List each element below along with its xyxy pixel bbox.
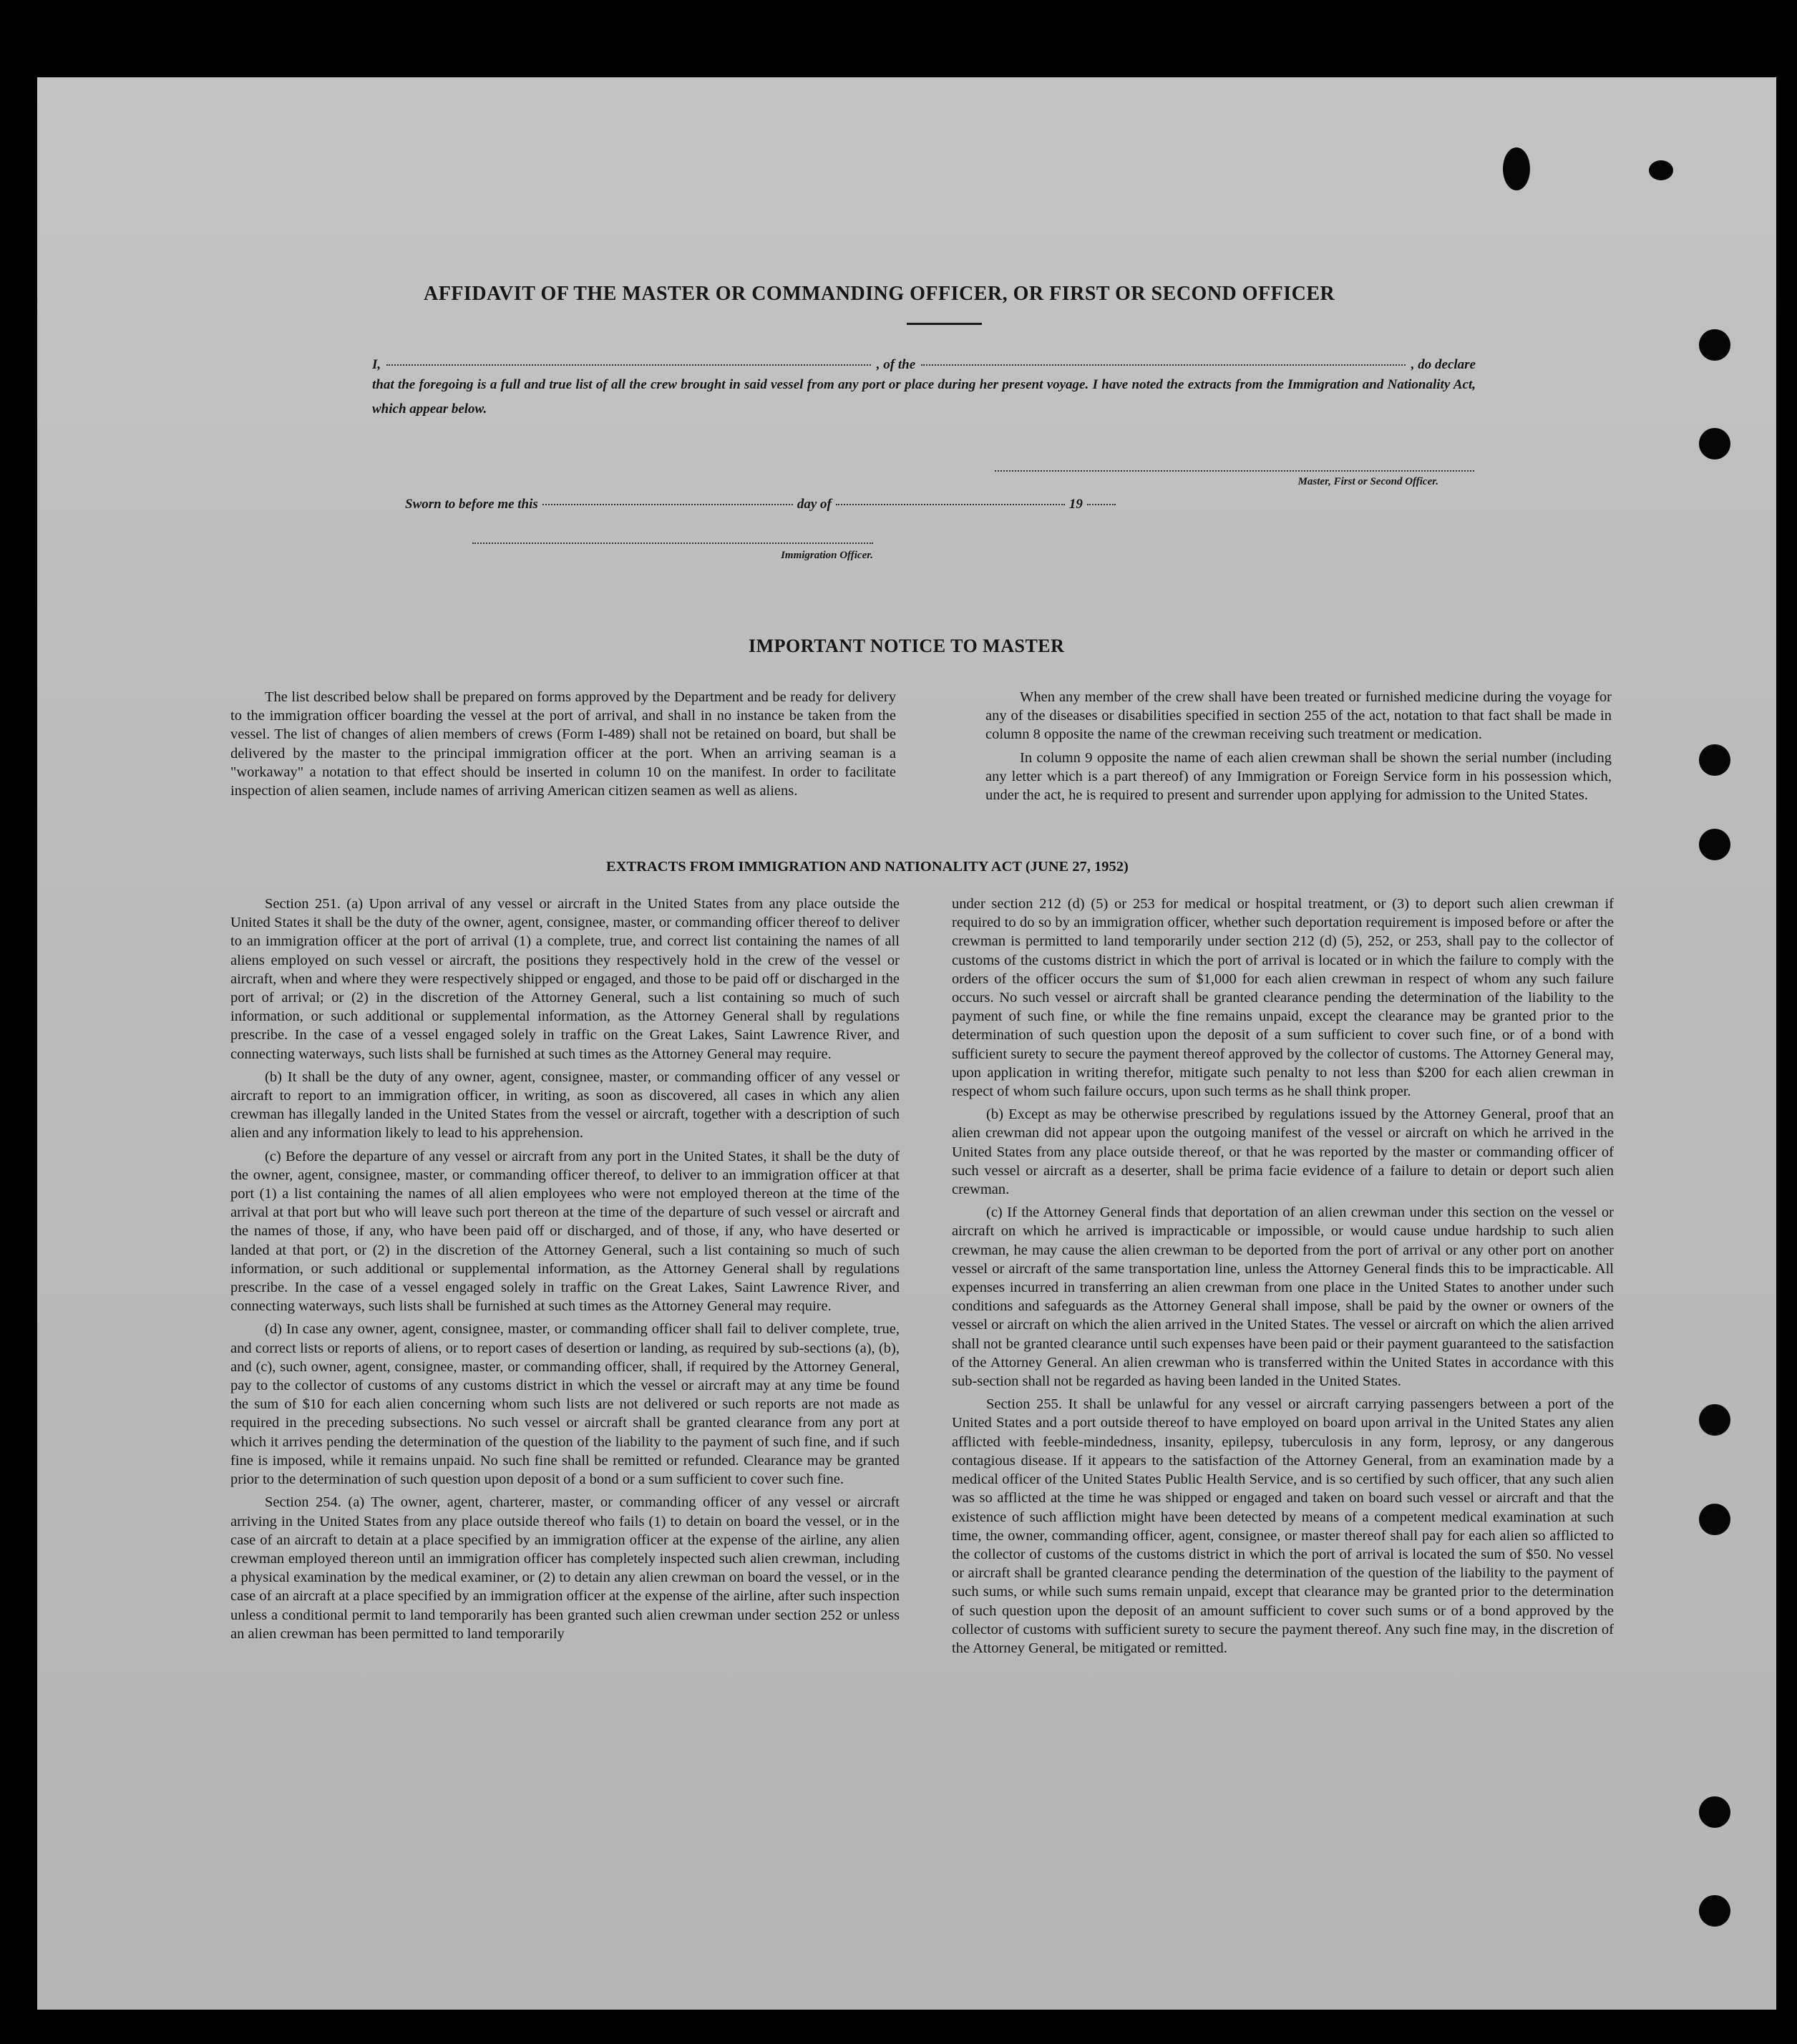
section-254a-continued: under section 212 (d) (5) or 253 for medical or hospital treatment, or (3) to deport such alien crewman if required to do so by an immigration officer, whether such deportation requirement is imposed before or after the crewman is permitted to land temporarily under section 212 (d) (5), 252, or 253, shall pay to the collector of customs of the customs district in which the port of arrival is located or in which the failure to comply with the orders of the officer occurs the sum of $1,000 for each alien crewman in respect of whom any such failure occurs. No such vessel or aircraft shall be granted clearance pending the determination of the liability to the payment of such fine, or while the fine remains unpaid, except the clearance may be granted prior to the determination of such question upon the deposit of a sum sufficient to cover such fine, or of a bond with sufficient surety to secure the payment thereof approved by the collector of customs. The Attorney General may, upon application in writing therefor, mitigate such penalty to not less than $200 for each alien crewman in respect of whom such failure occurs, upon such terms as he shall think proper. [952, 896, 1614, 1100]
section-251c: (c) Before the departure of any vessel or aircraft from any port in the United States, it shall be the duty of the owner, agent, consignee, master, or commanding officer thereof, to deliver to an immigration officer at that port (1) a list containing the names of all alien employees who were not employed thereon at the time of the arrival at that port but who will leave such port thereon at the time of the departure of such vessel or aircraft and the names of those, if any, who have been paid off or discharged, and of those, if any, who have deserted or landed at that port, or (2) in the discretion of the Attorney General, such a list containing so much of such information, or such additional or supplemental information, as the Attorney General shall by regulations prescribe. In the case of a vessel engaged solely in traffic on the Great Lakes, Saint Lawrence River, and connecting waterways, such lists shall be furnished at such times as the Attorney General may require. [230, 1148, 900, 1315]
title-underline [907, 323, 982, 325]
sworn-line [405, 497, 1192, 512]
notice-paragraph: The list described below shall be prepared on forms approved by the Department and be ready for delivery to the immigration officer boarding the vessel at the port of arrival, and shall in no instance be taken from the vessel. The list of changes of alien members of crews (Form I-489) shall not be retained on board, but shall be delivered by the master to the principal immigration officer at the port. When an arriving seaman is a "workaway" a notation to that effect should be inserted in column 10 on the manifest. In order to facilitate inspection of alien seamen, include names of arriving American citizen seamen as well as aliens. [230, 689, 896, 799]
master-signature-field[interactable] [995, 470, 1474, 472]
master-signature-caption: Master, First or Second Officer. [1297, 476, 1438, 487]
sworn-month-field[interactable] [836, 504, 1065, 505]
extracts-right-column [952, 895, 1614, 1658]
declaration-line [372, 357, 1476, 373]
declaration-statement: that the foregoing is a full and true list of all the crew brought in said vessel from any port or place during her present voyage. I have noted the extracts from the Immigration and Nationality Act, which appear below. [372, 377, 1476, 417]
year-prefix: 19 [1068, 497, 1083, 512]
vessel-label: , of the [876, 357, 916, 372]
section-251b: (b) It shall be the duty of any owner, agent, consignee, master, or commanding officer of any vessel or aircraft to report to an immigration officer, in writing, as soon as discovered, all cases in which any alien crewman has illegally landed in the United States from the vessel or aircraft, together with a description of such alien and any information likely to lead to his apprehension. [230, 1069, 900, 1142]
do-declare-label: , do declare [1411, 357, 1476, 372]
immigration-officer-signature-field[interactable] [472, 542, 873, 544]
immigration-officer-block [472, 542, 873, 562]
section-254c: (c) If the Attorney General finds that deportation of an alien crewman under this section on the vessel or aircraft on which he arrived is impracticable or impossible, or would cause undue hardship to such alien crewman, he may cause the alien crewman to be deported from the port of arrival or any other port on another vessel or aircraft of the same transportation line, unless the Attorney General finds this to be impracticable. All expenses incurred in transferring an alien crewman from one place in the United States to another under such conditions and safeguards as the Attorney General shall impose, shall be paid by the owner or owners of the vessel or aircraft on which the alien arrived in the United States. The vessel or aircraft on which the alien arrived shall not be granted clearance until such expenses have been paid or their payment guaranteed to the satisfaction of the Attorney General. An alien crewman who is transferred within the United States in accordance with this sub-section shall not be regarded as having been landed in the United States. [952, 1204, 1614, 1390]
vessel-name-field[interactable] [921, 364, 1406, 366]
notice-paragraph: When any member of the crew shall have been treated or furnished medicine during the voyage for any of the diseases or disabilities specified in section 255 of the act, notation to that fact shall be made in column 8 opposite the name of the crewman receiving such treatment or medication. [985, 689, 1612, 743]
punch-hole [1699, 829, 1730, 860]
sworn-label: Sworn to before me this [405, 497, 538, 512]
punch-hole [1699, 1895, 1730, 1927]
punch-hole [1699, 1796, 1730, 1828]
day-of-label: day of [797, 497, 832, 512]
notice-right-column [985, 688, 1612, 804]
immigration-officer-caption: Immigration Officer. [781, 550, 873, 561]
declarant-name-field[interactable] [386, 364, 871, 366]
punch-hole [1699, 428, 1730, 459]
punch-hole [1699, 329, 1730, 361]
affidavit-title: AFFIDAVIT OF THE MASTER OR COMMANDING OFFICER, OR FIRST OR SECOND OFFICER [424, 283, 1335, 305]
ink-blot [1503, 147, 1530, 190]
section-254a: Section 254. (a) The owner, agent, charterer, master, or commanding officer of any vessel or aircraft arriving in the United States from any place outside thereof who fails (1) to detain on board the vessel, or in the case of an aircraft to detain at a place specified by an immigration officer at the expense of the airline, any alien crewman employed thereon until an immigration officer has completely inspected such alien crewman, including a physical examination by the medical examiner, or (2) to detain any alien crewman on board the vessel, or in the case of an aircraft at a place specified by an immigration officer at the expense of the airline, after such inspection unless a conditional permit to land temporarily has been granted such alien crewman under section 252 or unless an alien crewman has been permitted to land temporarily [230, 1494, 900, 1642]
notice-title: IMPORTANT NOTICE TO MASTER [749, 636, 1065, 656]
section-255: Section 255. It shall be unlawful for any vessel or aircraft carrying passengers between a port of the United States and a port outside thereof to have employed on board upon arrival in the United States any alien afflicted with feeble-mindedness, insanity, epilepsy, tuberculosis in any form, leprosy, or any dangerous contagious disease. If it appears to the satisfaction of the Attorney General, from an examination made by a medical officer of the United States Public Health Service, and is so certified by such officer, that any such alien was so afflicted at the time he was shipped or engaged and taken on board such vessel or aircraft and that the existence of such affliction might have been detected by means of a competent medical examination at such time, the owner, commanding officer, agent, consignee, or master thereof shall pay for each alien so afflicted to the collector of customs of the customs district in which the port of arrival is located the sum of $50. No vessel or aircraft shall be granted clearance pending the determination of the question of the liability to the payment of such sums, or while such sums remain unpaid, except that clearance may be granted prior to the determination of such question upon the deposit of an amount sufficient to cover such sums or of a bond approved by the collector of customs with sufficient surety to secure the payment thereof. Any such fine may, in the discretion of the Attorney General, be mitigated or remitted. [952, 1396, 1614, 1656]
punch-hole [1699, 744, 1730, 776]
document-page [37, 77, 1776, 2010]
extracts-left-column [230, 895, 900, 1643]
punch-hole [1699, 1404, 1730, 1436]
declarant-label: I, [372, 357, 381, 372]
section-251d: (d) In case any owner, agent, consignee, master, or commanding officer shall fail to deliver complete, true, and correct lists or reports of aliens, or to report cases of desertion or landing, as required by sub-sections (a), (b), and (c), such owner, agent, consignee, master, or commanding officer, shall, if required by the Attorney General, pay to the collector of customs of any customs district in which the vessel or aircraft may at any time be found the sum of $10 for each alien concerning whom such lists are not delivered or such reports are not made as required in the preceding subsections. No such vessel or aircraft shall be granted clearance from any port at which it arrives pending the determination of the question of the liability to the payment of such fine, and if such fine is imposed, while it remains unpaid. No such fine shall be remitted or refunded. Clearance may be granted prior to the determination of such question upon deposit of a bond or a sum sufficient to cover such fine. [230, 1321, 900, 1488]
ink-blot [1649, 160, 1673, 180]
notice-paragraph: In column 9 opposite the name of each alien crewman shall be shown the serial number (including any letter which is a part thereof) of any Immigration or Foreign Service form in his possession which, under the act, he is required to present and surrender upon applying for admission to the United States. [985, 749, 1612, 804]
punch-hole [1699, 1504, 1730, 1535]
extracts-title: EXTRACTS FROM IMMIGRATION AND NATIONALITY ACT (JUNE 27, 1952) [606, 859, 1129, 875]
sworn-day-field[interactable] [542, 504, 793, 505]
section-251a: Section 251. (a) Upon arrival of any vessel or aircraft in the United States from any place outside the United States it shall be the duty of the owner, agent, consignee, master, or commanding officer thereof to deliver to an immigration officer at the port of arrival (1) a complete, true, and correct list containing the names of all aliens employed on such vessel or aircraft, the positions they respectively hold in the crew of the vessel or aircraft, when and where they were respectively shipped or engaged, and those to be paid off or discharged in the port of arrival; or (2) in the discretion of the Attorney General, such a list containing so much of such information, or such additional or supplemental information, as the Attorney General shall by regulations prescribe. In the case of a vessel engaged solely in traffic on the Great Lakes, Saint Lawrence River, and connecting waterways, such lists shall be furnished at such times as the Attorney General may require. [230, 896, 900, 1062]
master-signature-block [995, 470, 1474, 488]
sworn-year-field[interactable] [1087, 504, 1116, 505]
section-254b: (b) Except as may be otherwise prescribed by regulations issued by the Attorney General, proof that an alien crewman did not appear upon the outgoing manifest of the vessel or aircraft on which he arrived in the United States from any place outside thereof, or that he was reported by the master or commanding officer of such vessel or aircraft as a deserter, shall be prima facie evidence of a failure to detain or deport such alien crewman. [952, 1106, 1614, 1198]
declaration-block [372, 357, 1476, 422]
notice-left-column [230, 688, 896, 800]
